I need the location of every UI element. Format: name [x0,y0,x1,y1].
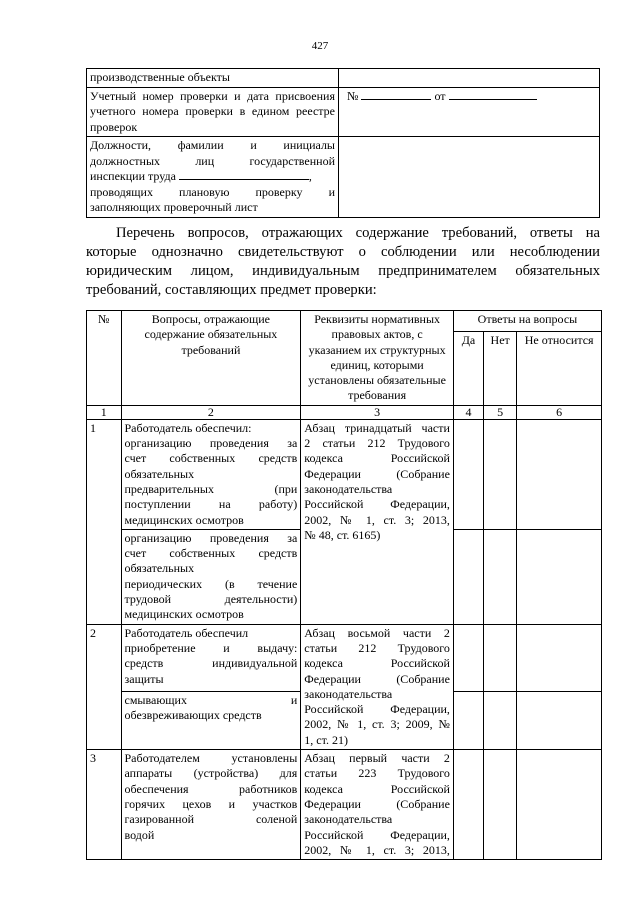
requisites-line: статьи 223 Трудового [304,766,450,781]
table-row [87,137,600,218]
question-line: Работодателем установлены [124,751,298,766]
inspectors-label [87,137,339,218]
question-line: счет собственных средств [124,546,298,561]
row-number: 3 [87,750,122,860]
column-number: 2 [121,405,301,419]
requisites-cell [301,750,454,860]
column-number: 6 [517,405,602,419]
requisites-line: 2002, № 1, ст. 3; 2013, [304,842,450,857]
intro-line: юридическим лицом, индивидуальным предпринимателем обязательных [86,263,600,279]
requisites-line: кодекса Российской [304,451,450,466]
requisites-line: Российской Федерации, [304,827,450,842]
questions-intro-paragraph [86,224,600,300]
question-line: медицинских осмотров [124,607,244,622]
question-line: водой [124,827,155,842]
column-number: 4 [453,405,483,419]
question-line: Работодатель обеспечил [124,625,249,640]
requisites-line: законодательства [304,812,393,827]
question-cell [121,419,301,529]
question-line: обезвреживающих средств [124,708,262,723]
answer-no-cell[interactable] [484,692,517,750]
number-blank-line [361,89,431,100]
question-cell [121,624,301,691]
intro-line: Перечень вопросов, отражающих содержание требований, ответы на [116,225,600,241]
answer-no-cell[interactable] [484,750,517,860]
requisites-line: Российской Федерации, [304,497,450,512]
question-line: поступлении на работу) [124,497,298,512]
label-line: Учетный номер проверки и дата присвоения [90,88,335,103]
column-number: 3 [301,405,454,419]
requisites-line: 1, ст. 21) [304,732,348,747]
answer-na-cell[interactable] [517,419,602,529]
question-line: организацию проведения за [124,436,298,451]
question-cell [121,750,301,860]
answer-no-cell[interactable] [484,529,517,624]
requisites-line: кодекса Российской [304,781,450,796]
intro-line: требований, составляющих предмет проверки: [86,282,377,298]
requisites-line: 2002, № 1, ст. 3; 2009, № [304,717,450,732]
requisites-cell [301,419,454,624]
inspectors-blank-line [179,169,309,180]
question-line: обязательных [124,466,195,481]
question-line: трудовой деятельности) [124,592,298,607]
header-yes: Да [453,331,483,405]
production-objects-label: производственные объекты [87,69,339,88]
header-no: Нет [484,331,517,405]
requisites-line: законодательства [304,481,393,496]
question-line: счет собственных средств [124,451,298,466]
inspection-number-value [339,87,600,137]
question-line: газированной соленой [124,812,298,827]
answer-na-cell[interactable] [517,750,602,860]
requisites-line: Федерации (Собрание [304,671,450,686]
row-number: 2 [87,624,122,749]
answer-yes-cell[interactable] [453,529,483,624]
question-line: периодических (в течение [124,576,298,591]
inspectors-value [339,137,600,218]
label-line: проводящих плановую проверку и [90,184,335,199]
answer-na-cell[interactable] [517,624,602,691]
table-row [87,87,600,137]
answer-na-cell[interactable] [517,692,602,750]
question-line: предварительных (при [124,481,298,496]
label-text: инспекции труда [90,169,176,184]
header-questions: Вопросы, отражающие содержание обязательных требований [121,311,301,406]
header-answers: Ответы на вопросы [453,311,601,332]
requisites-line: Абзац тринадцатый части [304,420,450,435]
table-row [87,624,602,691]
label-line: должностных лиц государственной [90,153,335,168]
requisites-line: № 48, ст. 6165) [304,527,381,542]
inspection-number-label [87,87,339,137]
question-line: медицинских осмотров [124,512,244,527]
label-line: учетного номера проверки в едином реестре [90,104,335,118]
requisites-line: 2 статьи 212 Трудового [304,436,450,451]
requisites-line: статьи 212 Трудового [304,640,450,655]
requisites-line: кодекса Российской [304,656,450,671]
question-line: средств индивидуальной [124,656,298,671]
table-row [87,69,600,88]
number-sign: № [347,88,359,103]
question-line: обеспечения работников [124,781,298,796]
answer-na-cell[interactable] [517,529,602,624]
header-row [87,311,602,332]
requisites-line: 2002, № 1, ст. 3; 2013, [304,512,450,527]
header-not-applicable: Не относится [517,331,602,405]
question-cell [121,692,301,750]
answer-yes-cell[interactable] [453,692,483,750]
answer-no-cell[interactable] [484,624,517,691]
date-from-label: от [434,88,446,103]
question-line: защиты [124,671,164,686]
table-row [87,750,602,860]
question-line: приобретение и выдачу: [124,640,298,655]
label-line: инспекции труда , [90,169,312,184]
question-line: обязательных [124,561,195,576]
label-line: проверок [90,119,138,134]
column-number: 5 [484,405,517,419]
header-requisites: Реквизиты нормативных правовых актов, с указанием их структурных единиц, которыми установлены обязательные требования [301,311,454,406]
question-cell [121,529,301,624]
production-objects-value [339,69,600,88]
column-numbers-row [87,405,602,419]
answer-yes-cell[interactable] [453,419,483,529]
answer-no-cell[interactable] [484,419,517,529]
page-number: 427 [311,40,329,52]
question-line: смывающих и [124,693,298,708]
requisites-line: законодательства [304,686,393,701]
answer-yes-cell[interactable] [453,624,483,691]
question-line: организацию проведения за [124,530,298,545]
table-row [87,419,602,529]
date-blank-line [449,89,537,100]
answer-yes-cell[interactable] [453,750,483,860]
requisites-line: Федерации (Собрание [304,466,450,481]
requisites-line: Абзац восьмой части 2 [304,625,450,640]
row-number: 1 [87,419,122,624]
question-line: горячих цехов и участков [124,796,298,811]
header-number: № [87,311,122,406]
requisites-cell [301,624,454,749]
question-line: аппараты (устройства) для [124,766,298,781]
inspection-details-table [86,68,600,218]
question-line: Работодатель обеспечил: [124,420,252,435]
label-line: заполняющих проверочный лист [90,200,258,215]
requisites-line: Российской Федерации, [304,702,450,717]
column-number: 1 [87,405,122,419]
requisites-line: Федерации (Собрание [304,796,450,811]
questions-table [86,310,602,860]
intro-line: которые однозначно свидетельствуют о соблюдении или несоблюдении [86,244,600,260]
label-line: Должности, фамилии и инициалы [90,138,335,152]
requisites-line: Абзац первый части 2 [304,751,450,766]
